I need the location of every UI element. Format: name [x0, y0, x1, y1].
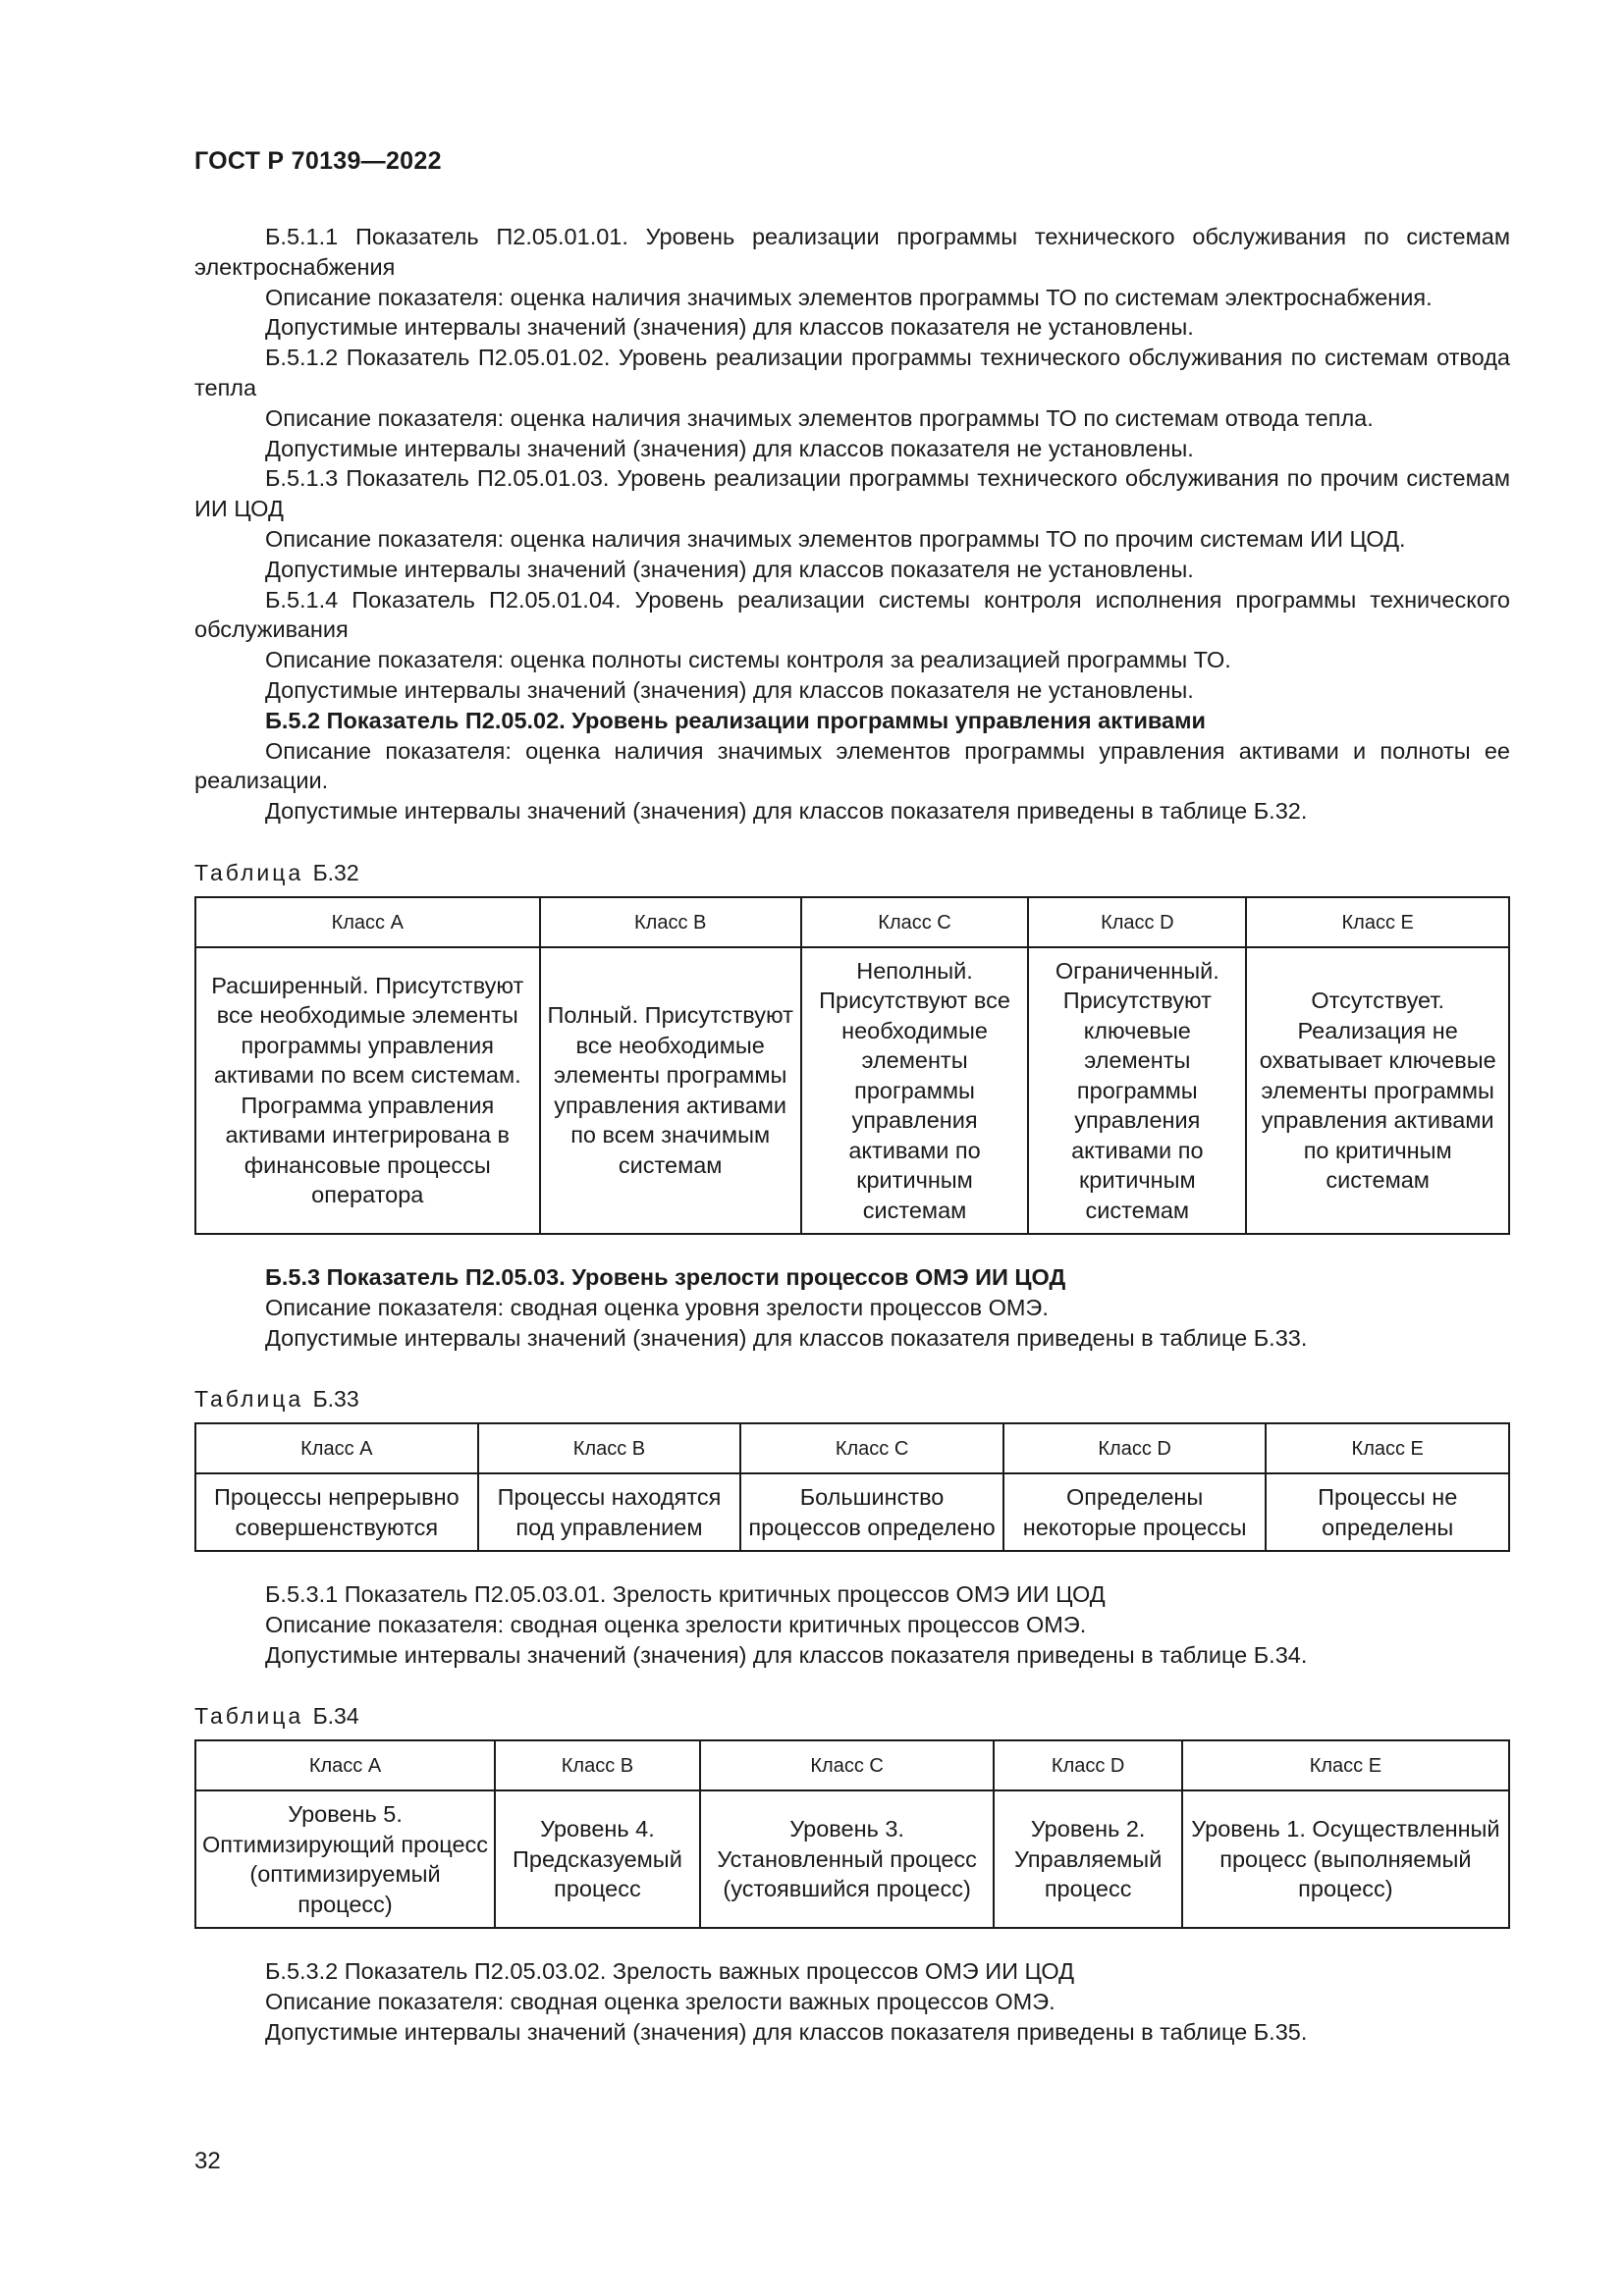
paragraph: Б.5.1.1 Показатель П2.05.01.01. Уровень реализации программы технического обслуживания по системам электроснабжения: [194, 224, 1510, 280]
paragraph: Описание показателя: сводная оценка зрелости критичных процессов ОМЭ.: [265, 1611, 1087, 1637]
table-cell: Процессы не определены: [1266, 1473, 1509, 1551]
paragraph: Описание показателя: оценка полноты системы контроля за реализацией программы ТО.: [265, 647, 1231, 673]
table-caption-b34: [194, 1701, 1510, 1732]
table-cell: Полный. Присутствуют все необходимые элементы программы управления активами по всем значимым системам: [540, 947, 801, 1235]
paragraph: Б.5.3 Показатель П2.05.03. Уровень зрелости процессов ОМЭ ИИ ЦОД: [265, 1264, 1066, 1291]
column-header: Класс D: [1028, 897, 1246, 947]
table-cell: Отсутствует. Реализация не охватывает ключевые элементы программы управления активами по критичным системам: [1246, 947, 1509, 1235]
section-paragraphs-4: [194, 1956, 1510, 2047]
column-header: Класс B: [540, 897, 801, 947]
column-header: Класс A: [195, 1423, 478, 1473]
table-caption-b32: [194, 858, 1510, 888]
column-header: Класс C: [801, 897, 1028, 947]
table-cell: Расширенный. Присутствуют все необходимые элементы программы управления активами по всем системам. Программа управления активами интегрирована в финансовые процессы оператора: [195, 947, 540, 1235]
paragraph: Описание показателя: оценка наличия значимых элементов программы ТО по прочим системам ИИ ЦОД.: [265, 525, 1406, 552]
table-cell: Уровень 2. Управляемый процесс: [994, 1790, 1181, 1928]
column-header: Класс A: [195, 897, 540, 947]
table-cell: Процессы находятся под управлением: [478, 1473, 741, 1551]
table-cell: Неполный. Присутствуют все необходимые элементы программы управления активами по критичным системам: [801, 947, 1028, 1235]
table-header-row: [195, 1423, 1509, 1473]
section-paragraphs-1: [194, 222, 1510, 827]
paragraph: Допустимые интервалы значений (значения) для классов показателя не установлены.: [265, 435, 1194, 461]
paragraph: Описание показателя: сводная оценка зрелости важных процессов ОМЭ.: [265, 1988, 1056, 2014]
table-cell: Уровень 3. Установленный процесс (устоявшийся процесс): [700, 1790, 995, 1928]
paragraph: Описание показателя: оценка наличия значимых элементов программы ТО по системам отвода тепла.: [265, 404, 1374, 431]
column-header: Класс A: [195, 1740, 495, 1790]
table-cell: Уровень 5. Оптимизирующий процесс (оптимизируемый процесс): [195, 1790, 495, 1928]
table-header-row: [195, 897, 1509, 947]
paragraph: Допустимые интервалы значений (значения) для классов показателя приведены в таблице Б.32.: [265, 798, 1308, 825]
table-cell: Ограниченный. Присутствуют ключевые элементы программы управления активами по критичным системам: [1028, 947, 1246, 1235]
table-row: [195, 1790, 1509, 1928]
table-caption-number: Б.34: [312, 1703, 359, 1730]
paragraph: Допустимые интервалы значений (значения) для классов показателя не установлены.: [265, 676, 1194, 703]
paragraph: Описание показателя: оценка наличия значимых элементов программы ТО по системам электроснабжения.: [265, 284, 1433, 310]
table-cell: Уровень 4. Предсказуемый процесс: [495, 1790, 700, 1928]
table-b34: [194, 1739, 1510, 1929]
table-caption-number: Б.33: [312, 1386, 359, 1413]
section-paragraphs-3: [194, 1579, 1510, 1670]
paragraph: Б.5.1.2 Показатель П2.05.01.02. Уровень реализации программы технического обслуживания по системам отвода тепла: [194, 345, 1510, 400]
document-body: [194, 222, 1510, 2047]
table-caption-b33: [194, 1384, 1510, 1415]
paragraph: Допустимые интервалы значений (значения) для классов показателя приведены в таблице Б.33.: [265, 1324, 1308, 1351]
table-b33: [194, 1422, 1510, 1552]
paragraph: Допустимые интервалы значений (значения) для классов показателя приведены в таблице Б.35.: [265, 2018, 1308, 2045]
column-header: Класс D: [994, 1740, 1181, 1790]
table-cell: Уровень 1. Осуществленный процесс (выполняемый процесс): [1182, 1790, 1509, 1928]
paragraph: Допустимые интервалы значений (значения) для классов показателя приведены в таблице Б.34.: [265, 1641, 1308, 1668]
table-cell: Процессы непрерывно совершенствуются: [195, 1473, 478, 1551]
column-header: Класс B: [495, 1740, 700, 1790]
paragraph: Допустимые интервалы значений (значения) для классов показателя не установлены.: [265, 314, 1194, 341]
paragraph: Б.5.3.2 Показатель П2.05.03.02. Зрелость важных процессов ОМЭ ИИ ЦОД: [265, 1958, 1075, 1984]
table-caption-word: Таблица: [194, 1703, 304, 1730]
column-header: Класс C: [740, 1423, 1003, 1473]
table-header-row: [195, 1740, 1509, 1790]
table-row: [195, 1473, 1509, 1551]
table-cell: Большинство процессов определено: [740, 1473, 1003, 1551]
table-caption-number: Б.32: [312, 859, 359, 885]
column-header: Класс E: [1182, 1740, 1509, 1790]
paragraph: Б.5.3.1 Показатель П2.05.03.01. Зрелость критичных процессов ОМЭ ИИ ЦОД: [265, 1581, 1106, 1608]
column-header: Класс E: [1266, 1423, 1509, 1473]
paragraph: Описание показателя: оценка наличия значимых элементов программы управления активами и полноты ее реализации.: [194, 737, 1510, 794]
document-code: ГОСТ Р 70139—2022: [194, 147, 442, 175]
page-number: 32: [194, 2148, 221, 2174]
column-header: Класс C: [700, 1740, 995, 1790]
paragraph: Б.5.1.4 Показатель П2.05.01.04. Уровень реализации системы контроля исполнения программы технического обслуживания: [194, 586, 1510, 643]
paragraph: Описание показателя: сводная оценка уровня зрелости процессов ОМЭ.: [265, 1294, 1049, 1320]
paragraph: Допустимые интервалы значений (значения) для классов показателя не установлены.: [265, 556, 1194, 582]
section-paragraphs-2: [194, 1262, 1510, 1353]
column-header: Класс E: [1246, 897, 1509, 947]
paragraph: Б.5.1.3 Показатель П2.05.01.03. Уровень реализации программы технического обслуживания по прочим системам ИИ ЦОД: [194, 465, 1510, 522]
table-row: [195, 947, 1509, 1235]
paragraph: Б.5.2 Показатель П2.05.02. Уровень реализации программы управления активами: [265, 707, 1206, 733]
column-header: Класс D: [1003, 1423, 1267, 1473]
table-caption-word: Таблица: [194, 859, 304, 885]
column-header: Класс B: [478, 1423, 741, 1473]
table-caption-word: Таблица: [194, 1386, 304, 1413]
table-b32: [194, 896, 1510, 1235]
table-cell: Определены некоторые процессы: [1003, 1473, 1267, 1551]
